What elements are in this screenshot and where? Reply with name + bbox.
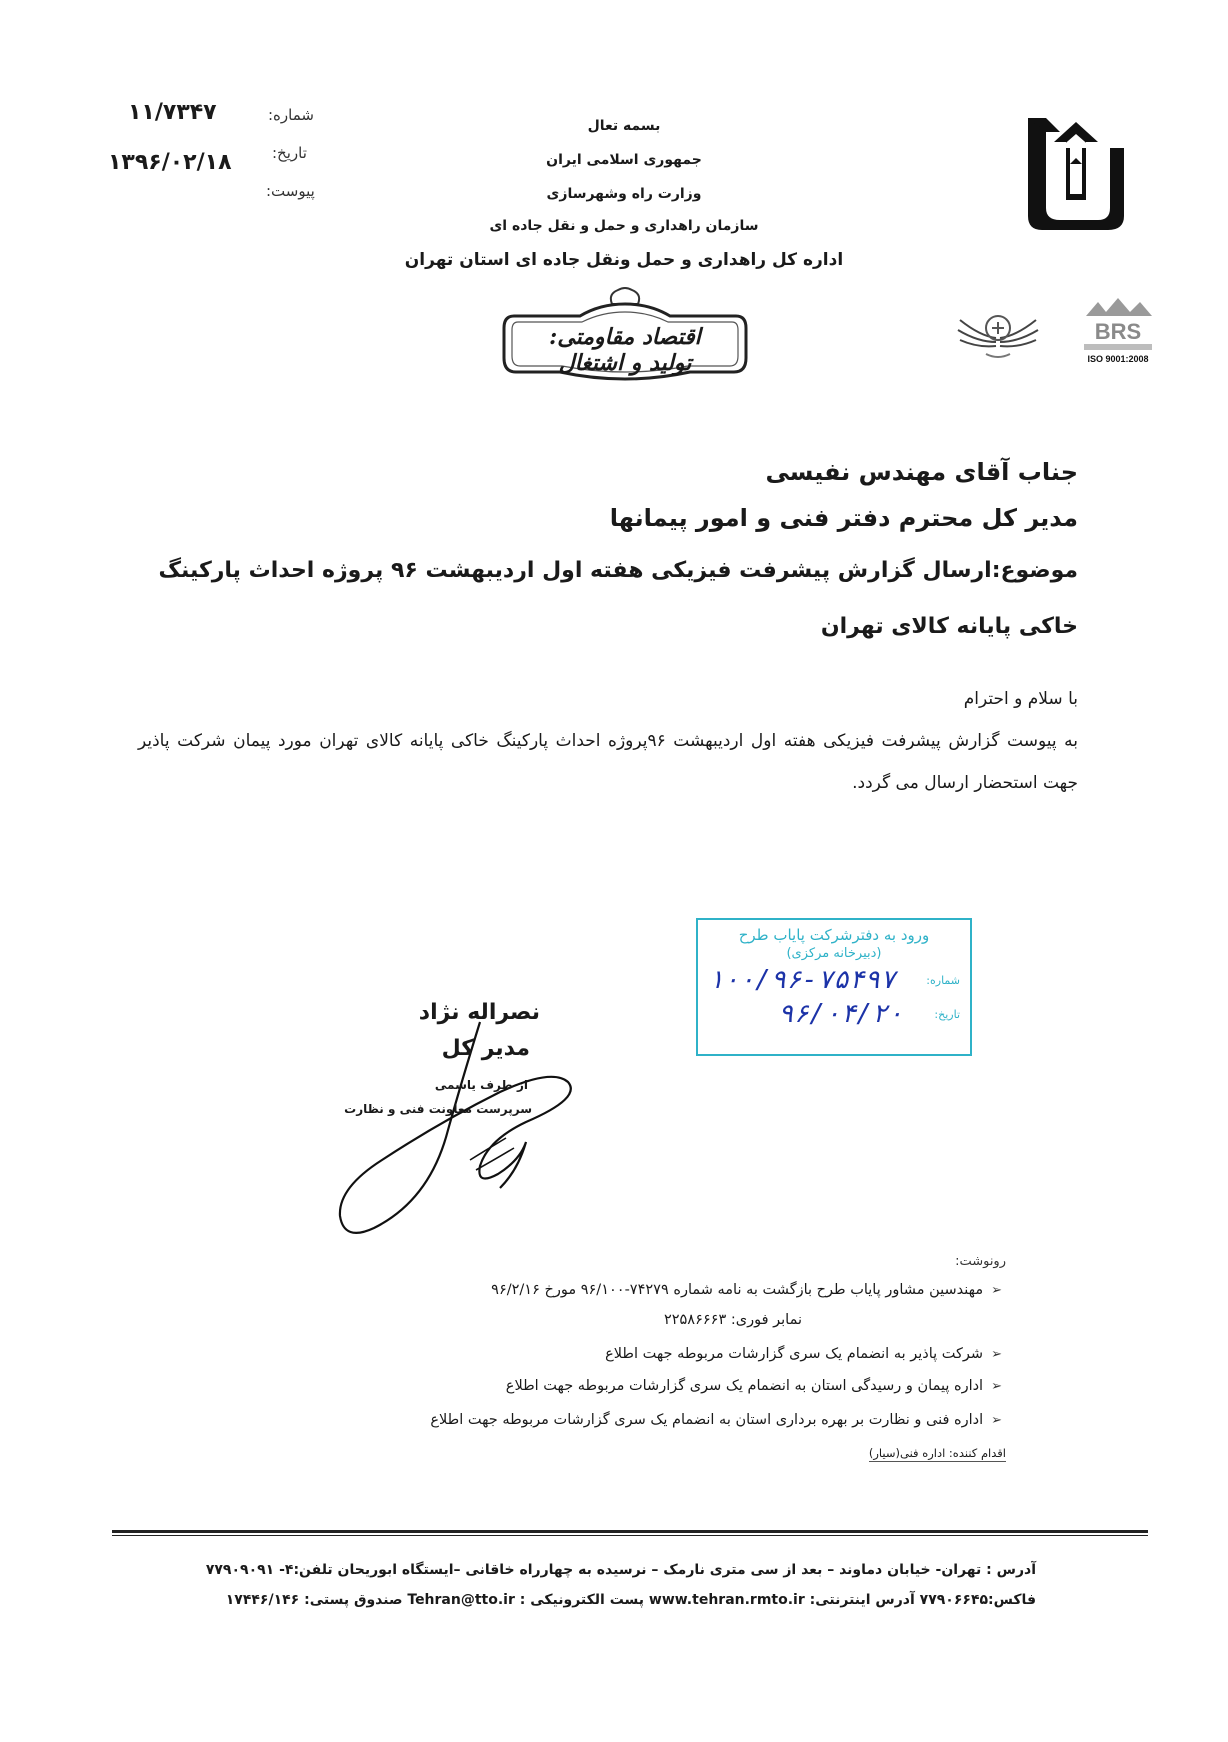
header-line-basmala: بسمه تعال [587, 118, 661, 134]
arrow-icon: ➢ [991, 1378, 1002, 1394]
footer-email-link[interactable]: Tehran@tto.ir [407, 1592, 515, 1608]
body-paragraph: به پیوست گزارش پیشرفت فیزیکی هفته اول اردیبهشت ۹۶پروژه احداث پارکینگ خاکی پایانه کالای تهران مورد پیمان شرکت پاذیر جهت استحضار ارسال می گردد. [138, 731, 1078, 793]
header-line-organization: سازمان راهداری و حمل و نقل جاده ای [489, 218, 759, 234]
number-value: ۱۱/۷۳۴۷ [128, 100, 217, 125]
arrow-icon: ➢ [991, 1282, 1002, 1298]
copy-item-text: اداره پیمان و رسیدگی استان به انضمام یک سری گزارشات مربوطه جهت اطلاع [505, 1378, 984, 1394]
footer-email-label: پست الکترونیکی : [519, 1592, 645, 1608]
brs-iso-logo-icon [1080, 296, 1156, 366]
arrow-icon: ➢ [991, 1346, 1002, 1362]
ministry-logo-icon [1020, 108, 1132, 232]
footer-address: آدرس : تهران- خیابان دماوند – بعد از سی متری نارمک – نرسیده به چهارراه خاقانی –ایستگاه ابوریحان تلفن:۴- ۷۷۹۰۹۰۹۱ [205, 1562, 1036, 1578]
stamp-date-value: ۹۶/۰۴/۲۰ [778, 999, 904, 1029]
winged-emblem-icon [950, 298, 1046, 360]
footer-website-label: آدرس اینترنتی: [809, 1592, 915, 1608]
stamp-date-label: تاریخ: [934, 1007, 960, 1021]
brs-text: BRS [1094, 319, 1142, 344]
footer-divider-thin [112, 1535, 1148, 1536]
iso-text: ISO 9001:2008 [1087, 354, 1149, 364]
copy-item-text: اداره فنی و نظارت بر بهره برداری استان به انضمام یک سری گزارشات مربوطه جهت اطلاع [430, 1412, 984, 1428]
stamp-title: ورود به دفترشرکت پایاب طرح [738, 926, 930, 944]
footer-fax: فاکس:۷۷۹۰۶۶۴۵ [919, 1592, 1036, 1608]
copy-item [430, 1412, 1002, 1428]
stamp-number-label: شماره: [926, 973, 960, 987]
receipt-stamp [696, 918, 972, 1056]
number-label: شماره: [268, 106, 314, 124]
letter-subject: موضوع:ارسال گزارش پیشرفت فیزیکی هفته اول اردیبهشت ۹۶ پروژه احداث پارکینگ خاکی پایانه کالای تهران [158, 558, 1078, 639]
header-line-ministry: وزارت راه وشهرسازی [546, 186, 702, 202]
footer-pobox: صندوق پستی: ۱۷۴۴۶/۱۴۶ [225, 1592, 403, 1608]
stamp-subtitle: (دبیرخانه مرکزی) [786, 946, 882, 961]
greeting: با سلام و احترام [963, 689, 1078, 709]
footer-divider [112, 1530, 1148, 1533]
copy-item [605, 1346, 1002, 1362]
recipient-title: مدیر کل محترم دفتر فنی و امور پیمانها [609, 504, 1078, 532]
footer-contact [226, 1592, 1036, 1608]
copies-title: رونوشت: [955, 1254, 1006, 1269]
signatory-name: نصراله نژاد [418, 1000, 540, 1025]
copy-item-text: مهندسین مشاور پایاب طرح بازگشت به نامه شماره ۷۴۲۷۹-۹۶/۱۰۰ مورخ ۹۶/۲/۱۶ [491, 1282, 984, 1298]
signatory-role: سرپرست معاونت فنی و نظارت [344, 1102, 532, 1116]
signatory-title: مدیر کل [441, 1036, 530, 1061]
header-line-republic: جمهوری اسلامی ایران [546, 152, 702, 168]
date-label: تاریخ: [272, 144, 307, 162]
recipient-name: جناب آقای مهندس نفیسی [765, 458, 1078, 486]
copy-item [491, 1282, 1002, 1298]
slogan-text: اقتصاد مقاومتی: تولید و اشتغال [549, 324, 701, 376]
arrow-icon: ➢ [991, 1412, 1002, 1428]
header-line-department: اداره کل راهداری و حمل ونقل جاده ای استان تهران [404, 250, 844, 270]
stamp-number-value: ۱۰۰/۹۶-۷۵۴۹۷ [708, 965, 896, 995]
action-by-note: اقدام کننده: اداره فنی(سیار) [868, 1446, 1006, 1460]
attachment-label: پیوست: [266, 182, 315, 200]
copy-item-text: شرکت پاذیر به انضمام یک سری گزارشات مربوطه جهت اطلاع [605, 1346, 984, 1362]
date-value: ۱۳۹۶/۰۲/۱۸ [108, 150, 232, 175]
signatory-on-behalf: از طرف یاسمی [434, 1078, 528, 1092]
copy-fax-note: نمابر فوری: ۲۲۵۸۶۶۶۳ [663, 1312, 802, 1328]
copy-item [506, 1378, 1002, 1394]
footer-website-link[interactable]: www.tehran.rmto.ir [648, 1592, 805, 1608]
slogan-banner [500, 286, 750, 386]
